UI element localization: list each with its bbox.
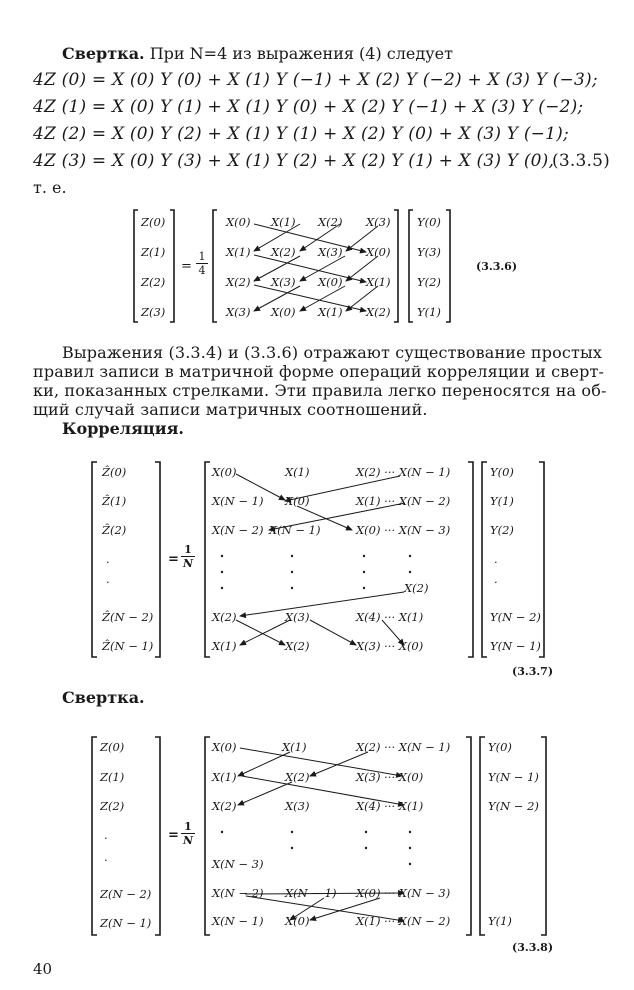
- m3-y-1: Y(N − 1): [488, 770, 539, 784]
- m2-x-2-2: X(0) ··· X(N − 3): [356, 523, 451, 537]
- m1-z-0: Z(0): [141, 215, 166, 229]
- m1-tag: (3.3.6): [476, 260, 518, 273]
- m1-y-1: Y(3): [417, 245, 441, 259]
- m1-y-3: Y(1): [417, 305, 441, 319]
- m2-x-4-1: X(2): [285, 639, 310, 653]
- m3-frac-num: 1: [184, 820, 192, 833]
- m3-x-4-1: X(N − 1): [285, 886, 337, 900]
- te-text: т. е.: [33, 178, 67, 197]
- m3-x-5-0: X(N − 1): [212, 914, 264, 928]
- m2-y-0: Y(0): [490, 465, 514, 479]
- m2-x-1-1: X(0): [285, 494, 310, 508]
- m2-z-6: Ẑ(N − 1): [102, 639, 154, 653]
- m1-x-3-0: X(3): [226, 305, 251, 319]
- m2-y-6: Y(N − 1): [490, 639, 541, 653]
- m2-x-2-1: X(N − 1): [269, 523, 321, 537]
- m2-x-4-2: X(3) ··· X(0): [356, 639, 424, 653]
- page-number: 40: [33, 960, 53, 978]
- m2-z-0: Ẑ(0): [102, 465, 127, 479]
- m1-y-0: Y(0): [417, 215, 441, 229]
- m2-x-1-0: X(N − 1): [212, 494, 264, 508]
- m1-x-1-0: X(1): [226, 245, 251, 259]
- m1-x-2-3: X(1): [366, 275, 391, 289]
- m2-x-4-0: X(1): [212, 639, 237, 653]
- m3-arrow-8: [310, 898, 380, 920]
- intro-text: При N=4 из выражения (4) следует: [149, 44, 453, 63]
- m2-x-3-1: X(3): [285, 610, 310, 624]
- m2-z-dot-2: .: [106, 572, 110, 586]
- m3-equals: =: [168, 828, 179, 843]
- m1-x-1-3: X(0): [366, 245, 391, 259]
- m3-x-4-0: X(N − 2): [212, 886, 264, 900]
- m1-x-3-3: X(2): [366, 305, 391, 319]
- m2-x-3-2: X(4) ··· X(1): [356, 610, 424, 624]
- m3-x-3-0: X(N − 3): [212, 857, 264, 871]
- m2-x-dots-row: X(2): [404, 581, 429, 595]
- m3-y-2: Y(N − 2): [488, 799, 539, 813]
- m1-x-1-2: X(3): [318, 245, 343, 259]
- m3-z-1: Z(1): [100, 770, 125, 784]
- m2-y-dot-2: .: [494, 572, 498, 586]
- m1-z-2: Z(2): [141, 275, 166, 289]
- m1-frac-den: 4: [196, 263, 208, 277]
- paragraph-line-4: щий случай записи матричных соотношений.: [33, 400, 428, 419]
- m2-z-5: Ẑ(N − 2): [102, 610, 154, 624]
- m3-x-1-1: X(2): [285, 770, 310, 784]
- m3-x-1-2: X(3) ··· X(0): [356, 770, 424, 784]
- m3-x-2-0: X(2): [212, 799, 237, 813]
- m1-x-2-0: X(2): [226, 275, 251, 289]
- m3-tag: (3.3.8): [512, 941, 554, 954]
- m2-frac-den: N: [182, 557, 194, 570]
- section-heading-convolution: Свертка.: [62, 44, 145, 63]
- paragraph-line-2: правил записи в матричной форме операций корреляции и сверт-: [33, 362, 605, 381]
- correlation-heading: Корреляция.: [62, 419, 184, 438]
- m1-x-2-1: X(3): [271, 275, 296, 289]
- m3-x-1-0: X(1): [212, 770, 237, 784]
- m3-arrow-9: [246, 896, 404, 921]
- m3-y-0: Y(0): [488, 740, 512, 754]
- m2-y-5: Y(N − 2): [490, 610, 541, 624]
- m3-x-4-2: X(0) ··· X(N − 3): [356, 886, 451, 900]
- m3-frac-den: N: [182, 834, 194, 847]
- m1-x-0-1: X(1): [271, 215, 296, 229]
- m2-y-1: Y(1): [490, 494, 514, 508]
- m3-arrow-4: [242, 776, 404, 805]
- m2-z-1: Ẑ(1): [102, 494, 127, 508]
- m2-frac-num: 1: [184, 543, 192, 556]
- m2-tag: (3.3.7): [512, 665, 554, 678]
- m3-arrow-5: [238, 782, 292, 805]
- m3-z-6: Z(N − 1): [100, 916, 152, 930]
- m3-z-0: Z(0): [100, 740, 125, 754]
- m2-x-0-2: X(2) ··· X(N − 1): [356, 465, 451, 479]
- m1-y-2: Y(2): [417, 275, 441, 289]
- m2-equals: =: [168, 552, 179, 567]
- equation-number: (3.3.5): [552, 151, 610, 171]
- m3-arrow-3: [310, 752, 368, 776]
- m3-z-dot-2: .: [104, 850, 108, 864]
- equation-1: 4Z (0) = X (0) Y (0) + X (1) Y (−1) + X (2) Y (−2) + X (3) Y (−3);: [33, 70, 598, 90]
- m1-x-0-0: X(0): [226, 215, 251, 229]
- m1-z-1: Z(1): [141, 245, 166, 259]
- m2-x-1-2: X(1) ··· X(N − 2): [356, 494, 451, 508]
- m3-z-5: Z(N − 2): [100, 887, 152, 901]
- m3-x-0-0: X(0): [212, 740, 237, 754]
- m1-frac-num: 1: [198, 250, 206, 263]
- equation-2: 4Z (1) = X (0) Y (1) + X (1) Y (0) + X (2) Y (−1) + X (3) Y (−2);: [33, 97, 584, 117]
- m2-x-0-0: X(0): [212, 465, 237, 479]
- m1-equals: =: [181, 259, 192, 274]
- m3-x-2-2: X(4) ··· X(1): [356, 799, 424, 813]
- m3-x-5-2: X(1) ··· X(N − 2): [356, 914, 451, 928]
- m3-x-0-1: X(1): [282, 740, 307, 754]
- equation-4: 4Z (3) = X (0) Y (3) + X (1) Y (2) + X (2) Y (1) + X (3) Y (0),: [33, 151, 555, 171]
- m2-z-dot-1: .: [106, 552, 110, 566]
- m3-z-dot-1: .: [104, 828, 108, 842]
- m2-x-0-1: X(1): [285, 465, 310, 479]
- m1-x-3-1: X(0): [271, 305, 296, 319]
- m2-y-dot-1: .: [494, 552, 498, 566]
- m1-x-2-2: X(0): [318, 275, 343, 289]
- paragraph-line-3: ки, показанных стрелками. Эти правила легко переносятся на об-: [33, 381, 607, 400]
- paragraph-line-1: Выражения (3.3.4) и (3.3.6) отражают существование простых: [62, 343, 603, 362]
- m3-arrow-2: [238, 752, 290, 776]
- m1-z-3: Z(3): [141, 305, 166, 319]
- convolution-heading: Свертка.: [62, 688, 145, 707]
- m2-y-2: Y(2): [490, 523, 514, 537]
- m1-x-0-3: X(3): [366, 215, 391, 229]
- m1-x-0-2: X(2): [318, 215, 343, 229]
- m2-x-2-0: X(N − 2): [212, 523, 264, 537]
- m3-y-3: Y(1): [488, 914, 512, 928]
- equation-3: 4Z (2) = X (0) Y (2) + X (1) Y (1) + X (2) Y (0) + X (3) Y (−1);: [33, 124, 569, 144]
- m3-x-5-1: X(0): [285, 914, 310, 928]
- m2-z-2: Ẑ(2): [102, 523, 127, 537]
- m3-arrow-6: [245, 893, 404, 894]
- m3-z-2: Z(2): [100, 799, 125, 813]
- m1-x-3-2: X(1): [318, 305, 343, 319]
- m3-x-2-1: X(3): [285, 799, 310, 813]
- m2-x-3-0: X(2): [212, 610, 237, 624]
- m3-x-0-2: X(2) ··· X(N − 1): [356, 740, 451, 754]
- m1-x-1-1: X(2): [271, 245, 296, 259]
